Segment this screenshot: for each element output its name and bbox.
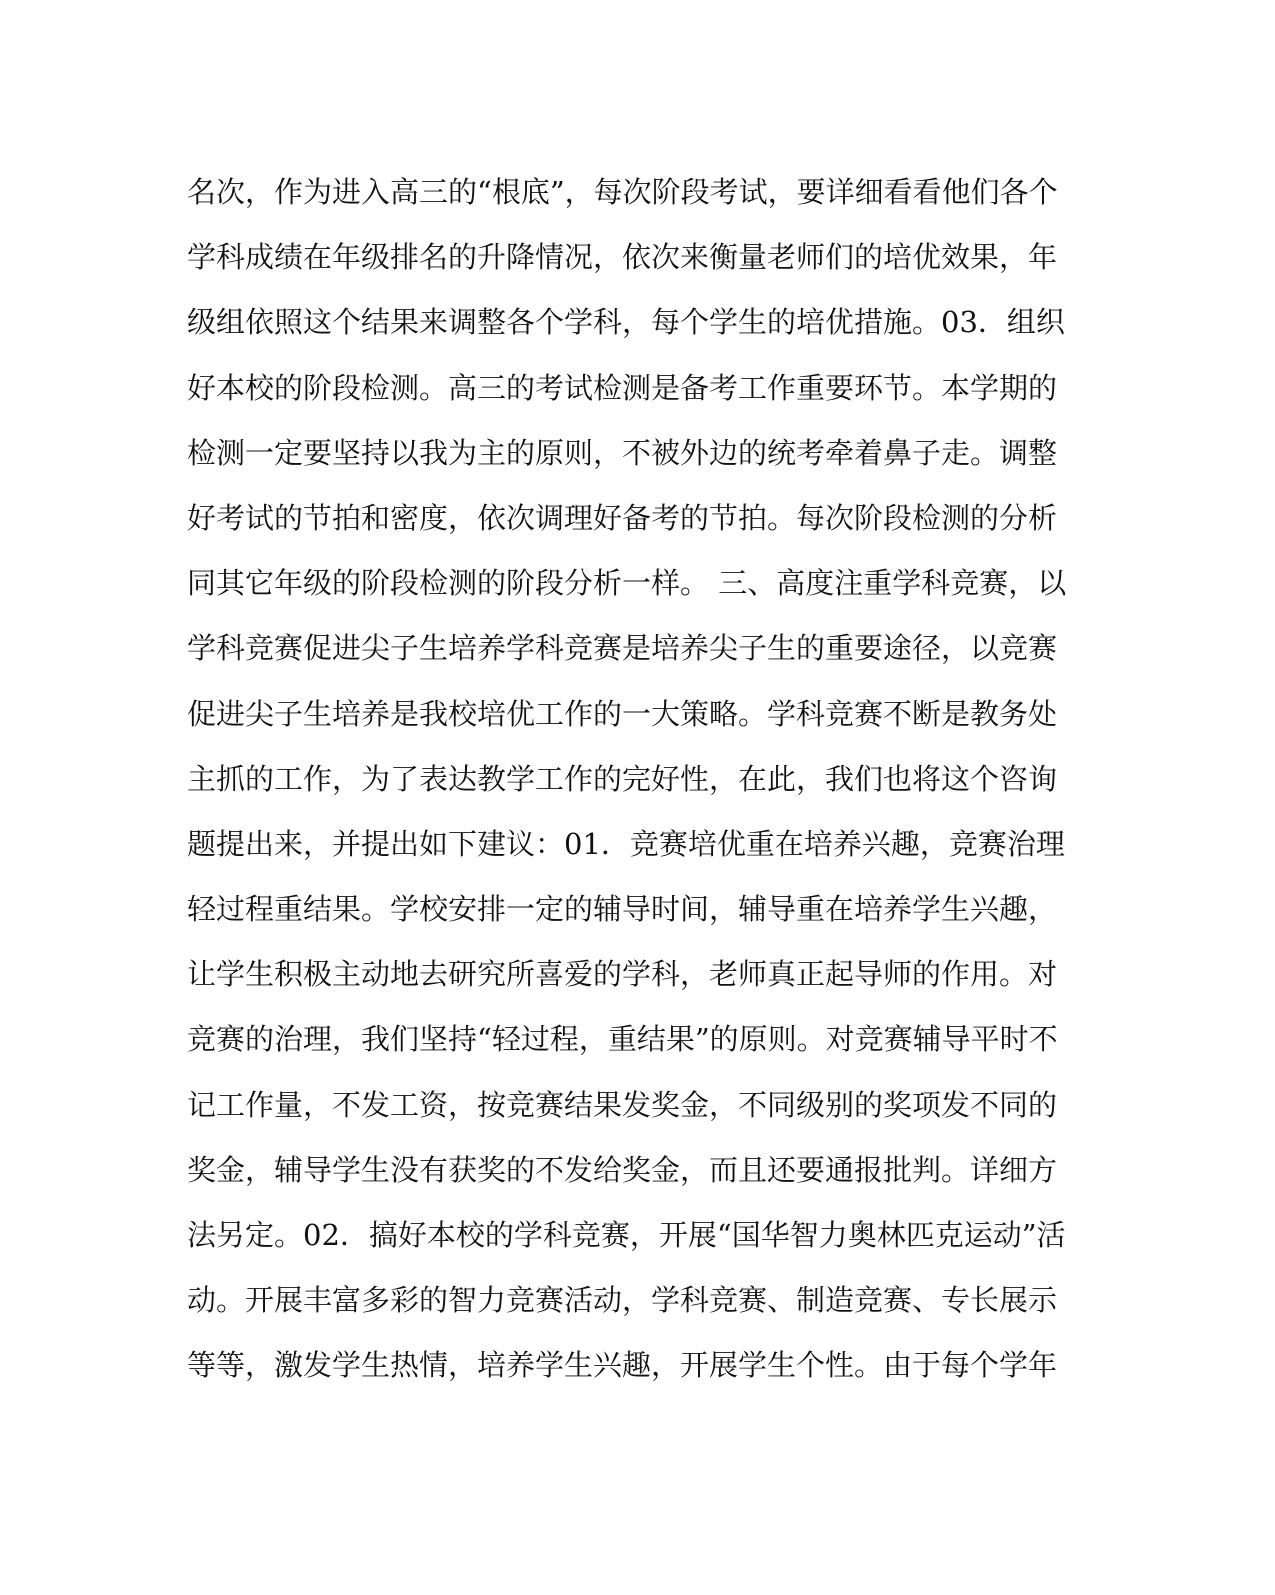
text-line-5: 检测一定要坚持以我为主的原则，不被外边的统考牵着鼻子走。调整 — [187, 435, 1058, 470]
body-text — [187, 160, 1067, 1399]
text-line-7: 同其它年级的阶段检测的阶段分析一样。 三、高度注重学科竞赛，以 — [187, 566, 1067, 601]
text-line-9: 促进尖子生培养是我校培优工作的一大策略。学科竞赛不断是教务处 — [187, 696, 1058, 731]
text-line-11: 题提出来，并提出如下建议：01．竞赛培优重在培养兴趣，竞赛治理 — [187, 826, 1065, 861]
text-line-12: 轻过程重结果。学校安排一定的辅导时间，辅导重在培养学生兴趣， — [187, 892, 1058, 927]
text-line-1: 名次，作为进入高三的“根底”，每次阶段考试，要详细看看他们各个 — [187, 175, 1058, 209]
text-line-10: 主抓的工作，为了表达教学工作的完好性，在此，我们也将这个咨询 — [187, 761, 1058, 796]
text-line-8: 学科竞赛促进尖子生培养学科竞赛是培养尖子生的重要途径，以竞赛 — [187, 631, 1058, 666]
text-line-15: 记工作量，不发工资，按竞赛结果发奖金，不同级别的奖项发不同的 — [187, 1087, 1058, 1122]
text-line-3: 级组依照这个结果来调整各个学科，每个学生的培优措施。03．组织 — [187, 305, 1065, 340]
text-line-6: 好考试的节拍和密度，依次调理好备考的节拍。每次阶段检测的分析 — [187, 500, 1058, 535]
text-line-19: 等等，激发学生热情，培养学生兴趣，开展学生个性。由于每个学年 — [187, 1348, 1058, 1383]
text-line-4: 好本校的阶段检测。高三的考试检测是备考工作重要环节。本学期的 — [187, 370, 1058, 405]
text-line-13: 让学生积极主动地去研究所喜爱的学科，老师真正起导师的作用。对 — [187, 957, 1058, 992]
text-line-2: 学科成绩在年级排名的升降情况，依次来衡量老师们的培优效果，年 — [187, 240, 1058, 275]
text-line-17: 法另定。02．搞好本校的学科竞赛，开展“国华智力奥林匹克运动”活 — [187, 1218, 1066, 1252]
text-line-18: 动。开展丰富多彩的智力竞赛活动，学科竞赛、制造竞赛、专长展示 — [187, 1283, 1058, 1318]
text-line-14: 竞赛的治理，我们坚持“轻过程，重结果”的原则。对竞赛辅导平时不 — [187, 1022, 1058, 1057]
text-line-16: 奖金，辅导学生没有获奖的不发给奖金，而且还要通报批判。详细方 — [187, 1152, 1058, 1187]
